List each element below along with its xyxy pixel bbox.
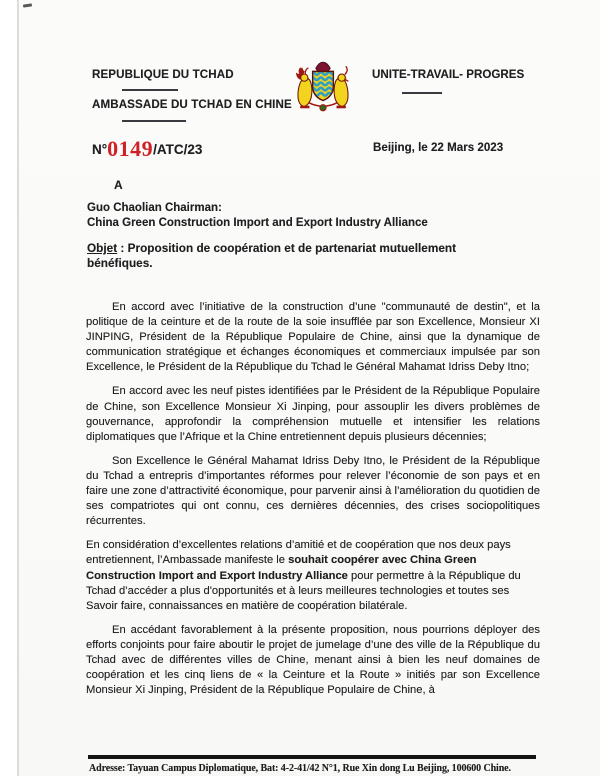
national-motto: UNITE-TRAVAIL- PROGRES [372, 68, 525, 81]
subject-label: Objet [87, 241, 118, 255]
footer-address: Adresse: Tayuan Campus Diplomatique, Bat: 4-2-41/42 N°1, Rue Xin dong Lu Beijing, 100600 Chine. [89, 763, 511, 774]
embassy-title: AMBASSADE DU TCHAD EN CHINE [92, 98, 292, 111]
scan-edge-artifact [17, 0, 19, 776]
letterhead-left [92, 68, 292, 122]
paragraph-5: En accédant favorablement à la présente proposition, nous pourrions déployer des efforts conjoints pour faire aboutir le projet de jumelage d’une des ville de la République du Tchad avec de différentes villes de Chine, menant ainsi à bien les neuf domaines de coopération et les cinq liens de « la Ceinture et la Route » initiés par son Excellence Monsieur Xi Jinping, Président de la République Populaire de Chine, à [86, 623, 540, 697]
addressee-to-label: A [114, 178, 123, 192]
paragraph-4-bold-alliance-name: souhait coopérer avec China Green Construction Import and Export Industry Alliance [86, 554, 477, 582]
paragraph-4 [86, 538, 540, 613]
lion-supporter [334, 66, 348, 108]
motto-block [372, 68, 524, 94]
reference-number: 0149 [107, 136, 154, 161]
letter-body [86, 300, 540, 707]
paragraph-1: En accord avec l’initiative de la construction d’une "communauté de destin", et la politique de la ceinture et de la route de la soie insufflée par son Excellence, Monsieur XI JINPING, Président de la République Populaire de Chine, ainsi que la dynamique de communication stratégique et échanges économiques et commerciaux impulsée par son Excellence, le Président de la République du Tchad le Général Mahamat Idriss Deby Itno; [86, 301, 540, 374]
reference-suffix: /ATC/23 [153, 142, 203, 157]
chad-coat-of-arms-icon [288, 60, 358, 114]
scan-left-margin [0, 0, 17, 776]
reference-line [92, 136, 202, 162]
subject-text: Proposition de coopération et de partenariat mutuellement bénéfiques. [87, 241, 457, 270]
republic-title: REPUBLIQUE DU TCHAD [92, 68, 234, 81]
scan-corner-mark [23, 3, 32, 7]
subject-separator: : [117, 241, 128, 255]
reference-prefix: N° [92, 142, 108, 157]
paragraph-4-text: En considération d’excellentes relations d’amitié et de coopération que nos deux pays entretiennent, l’Ambassade manifeste le [86, 539, 511, 567]
addressee-block [87, 201, 428, 230]
paragraph-3: Son Excellence le Général Mahamat Idriss Deby Itno, le Président de la République du Tchad a entrepris d’importantes réformes pour relever l’économie de son pays et en faire une zone d’attractivité économique, pour parvenir ainsi à l’amélioration du quotidien de ses compatriotes qui ont connu, ces dernières décennies, des crises sociopolitiques récurrentes. [86, 454, 540, 528]
divider-line [122, 89, 178, 91]
footer-divider-rule [88, 755, 536, 759]
goat-supporter [296, 67, 312, 108]
addressee-organization: China Green Construction Import and Export Industry Alliance [87, 216, 428, 229]
divider-line [402, 92, 442, 94]
divider-line [122, 120, 186, 122]
date-line: Beijing, le 22 Mars 2023 [373, 141, 504, 154]
subject-line [87, 241, 515, 271]
addressee-name: Guo Chaolian Chairman: [87, 202, 222, 214]
paragraph-4-text: pour permettre à la République du Tchad d’accéder a plus d'opportunités et à leurs meilleures technologies et toutes ses Savoir faire, connaissances en matière de coopération bilatérale. [86, 569, 521, 612]
paragraph-2: En accord avec les neuf pistes identifiées par le Président de la République Populaire de Chine, son Excellence Monsieur Xi Jinping, pour assouplir les divers problèmes de gouvernance, approfondir la compréhension mutuelle et intensifier les relations diplomatiques que l’Afrique et la Chine entretiennent depuis plusieurs décennies; [86, 385, 540, 443]
